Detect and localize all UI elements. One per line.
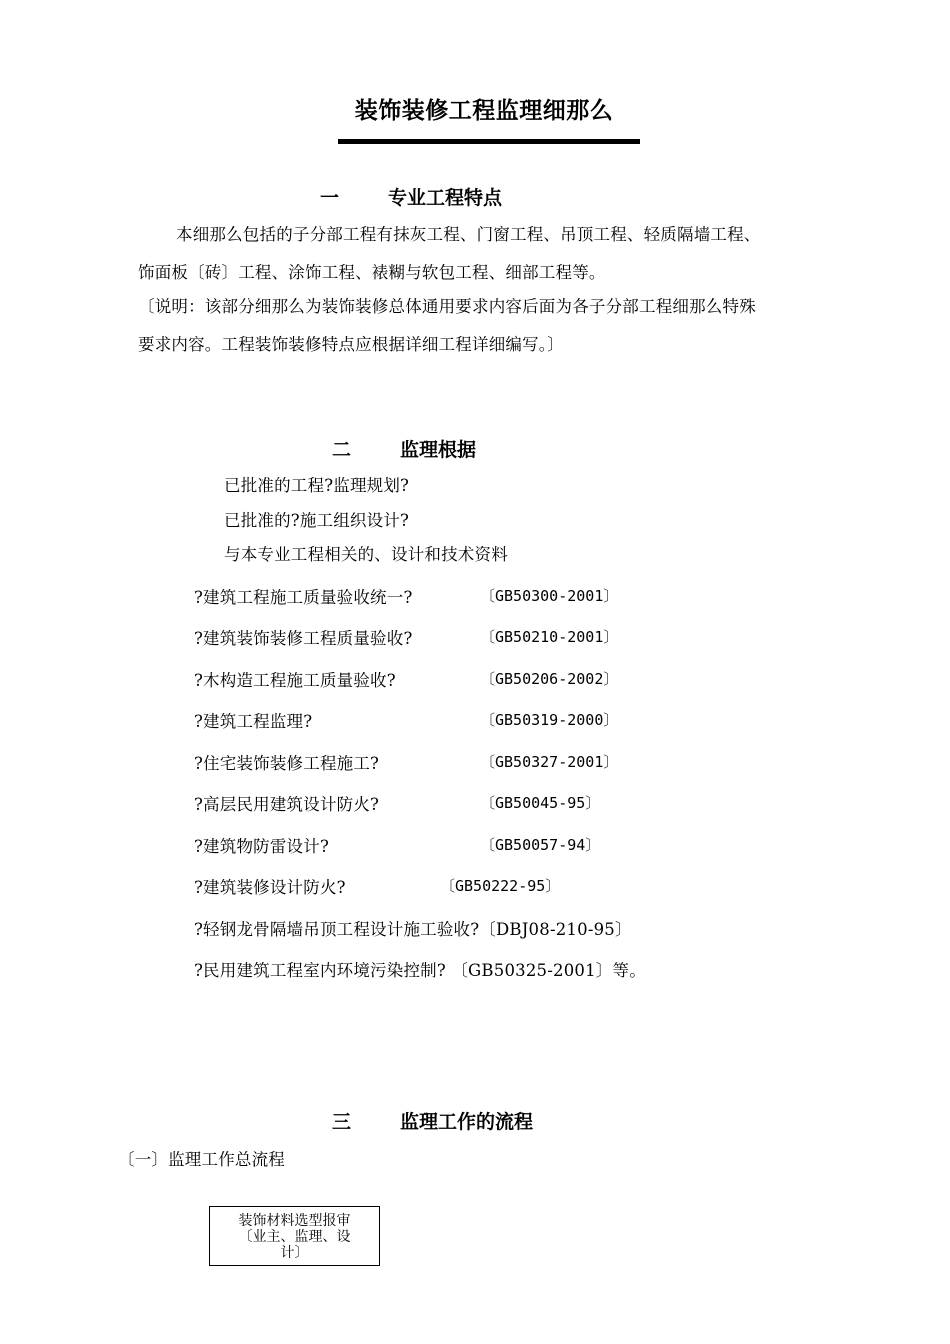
basis-item: 与本专业工程相关的、设计和技术资料: [224, 545, 508, 564]
flow-box-material-selection: [209, 1206, 380, 1266]
reference-code: 〔GB50300-2001〕: [480, 587, 619, 605]
reference-name: ?建筑装饰装修工程质量验收?: [194, 629, 413, 648]
section2-number: 二: [332, 439, 352, 461]
section1-paragraph-line-1: 本细那么包括的子分部工程有抹灰工程、门窗工程、吊顶工程、轻质隔墙工程、: [176, 225, 761, 244]
flow-box-line: 装饰材料选型报审: [238, 1213, 351, 1229]
section1-note-line-2: 要求内容。工程装饰装修特点应根据详细工程详细编写。〕: [138, 335, 564, 354]
reference-code: 〔GB50206-2002〕: [480, 670, 619, 688]
reference-code: 〔GB50222-95〕: [440, 877, 561, 895]
reference-code: 〔GB50327-2001〕: [480, 753, 619, 771]
section3-title: 监理工作的流程: [400, 1111, 534, 1133]
reference-line: ?民用建筑工程室内环境污染控制? 〔GB50325-2001〕等。: [194, 961, 646, 980]
section1-title: 专业工程特点: [388, 187, 503, 209]
reference-name: ?建筑工程施工质量验收统一?: [194, 588, 413, 607]
basis-item: 已批准的?施工组织设计?: [224, 511, 410, 530]
section3-subheading: 〔一〕监理工作总流程: [118, 1150, 285, 1169]
reference-name: ?住宅装饰装修工程施工?: [194, 754, 380, 773]
section1-heading: [320, 183, 502, 210]
section3-number: 三: [332, 1111, 352, 1133]
reference-code: 〔GB50045-95〕: [480, 794, 601, 812]
section3-heading: [332, 1107, 533, 1134]
section1-note-line-1: 〔说明：该部分细那么为装饰装修总体通用要求内容后面为各子分部工程细那么特殊: [138, 297, 756, 316]
reference-code: 〔GB50319-2000〕: [480, 711, 619, 729]
section1-number: 一: [320, 187, 340, 209]
flow-box-line: 计〕: [280, 1245, 309, 1261]
reference-name: ?建筑装修设计防火?: [194, 878, 346, 897]
section2-title: 监理根据: [400, 439, 477, 461]
reference-name: ?建筑物防雷设计?: [194, 837, 329, 856]
reference-name: ?高层民用建筑设计防火?: [194, 795, 380, 814]
reference-name: ?建筑工程监理?: [194, 712, 313, 731]
section2-heading: [332, 435, 476, 462]
reference-code: 〔GB50057-94〕: [480, 836, 601, 854]
document-title: 装饰装修工程监理细那么: [354, 98, 614, 124]
title-underline: [338, 139, 640, 144]
section1-paragraph-line-2: 饰面板〔砖〕工程、涂饰工程、裱糊与软包工程、细部工程等。: [138, 263, 606, 282]
reference-name: ?木构造工程施工质量验收?: [194, 671, 396, 690]
flow-box-line: 〔业主、监理、设: [238, 1229, 351, 1245]
reference-code: 〔GB50210-2001〕: [480, 628, 619, 646]
reference-line: ?轻钢龙骨隔墙吊顶工程设计施工验收?〔DBJ08-210-95〕: [194, 920, 632, 939]
basis-item: 已批准的工程?监理规划?: [224, 476, 410, 495]
